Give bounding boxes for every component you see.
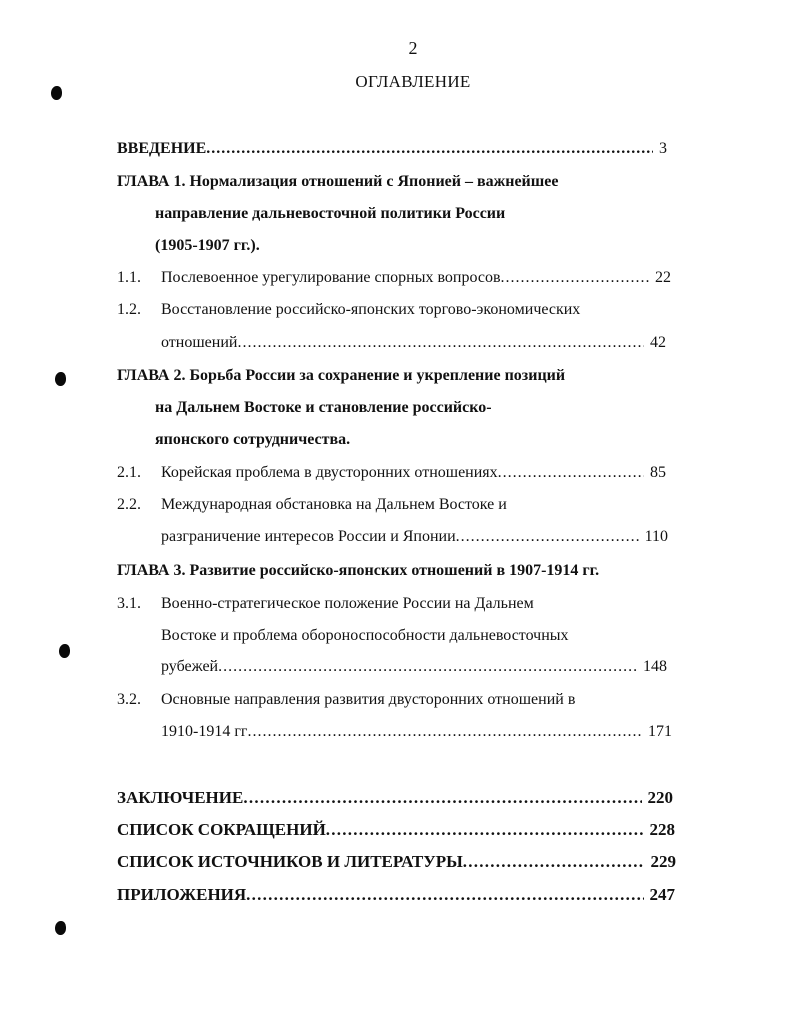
section-number: 2.2.: [117, 496, 141, 513]
chapter-2-heading: ГЛАВА 2. Борьба России за сохранение и укрепление позиций: [117, 367, 566, 384]
toc-leader-dots: [501, 268, 649, 288]
toc-entry-appendices: [117, 885, 675, 905]
toc-entry-section: [161, 657, 667, 677]
toc-leader-dots: [456, 527, 639, 547]
chapter-2-heading-cont: японского сотрудничества.: [155, 431, 351, 448]
toc-label: СПИСОК СОКРАЩЕНИЙ: [117, 820, 326, 839]
toc-leader-dots: [246, 885, 643, 905]
toc-entry-section: [161, 722, 672, 742]
toc-page: 3: [659, 140, 667, 157]
section-number: 1.1.: [117, 269, 141, 286]
toc-label: СПИСОК ИСТОЧНИКОВ И ЛИТЕРАТУРЫ: [117, 852, 463, 871]
toc-label: Послевоенное урегулирование спорных вопросов: [161, 269, 501, 286]
toc-page: 229: [650, 852, 676, 871]
toc-leader-dots: [218, 657, 637, 677]
toc-page: 110: [644, 528, 668, 545]
chapter-2-heading-cont: на Дальнем Востоке и становление российско-: [155, 399, 492, 416]
toc-label: отношений: [161, 334, 238, 351]
toc-entry-section: [161, 268, 671, 288]
toc-label: 1910-1914 гг: [161, 723, 248, 740]
chapter-1-heading-cont: (1905-1907 гг.).: [155, 237, 260, 254]
punch-hole-mark: [55, 921, 66, 935]
toc-leader-dots: [326, 820, 644, 840]
toc-leader-dots: [498, 463, 644, 483]
section-number: 3.2.: [117, 691, 141, 708]
toc-label: Востоке и проблема обороноспособности дальневосточных: [161, 627, 569, 644]
toc-entry-sources: [117, 852, 676, 872]
page-number: 2: [408, 38, 418, 58]
toc-leader-dots: [237, 333, 644, 353]
toc-entry-section: [161, 463, 666, 483]
toc-entry-section: [161, 527, 668, 547]
section-number: 3.1.: [117, 595, 141, 612]
toc-label: Корейская проблема в двусторонних отношениях: [161, 464, 498, 481]
toc-page: 228: [649, 820, 675, 839]
toc-entry-intro: [117, 139, 667, 159]
chapter-1-heading-cont: направление дальневосточной политики России: [155, 205, 506, 222]
toc-page: 148: [643, 658, 667, 675]
toc-label: Основные направления развития двусторонних отношений в: [161, 691, 576, 708]
toc-label: Международная обстановка на Дальнем Востоке и: [161, 496, 507, 513]
toc-page: 22: [655, 269, 671, 286]
section-number: 1.2.: [117, 301, 141, 318]
toc-label: разграничение интересов России и Японии: [161, 528, 456, 545]
toc-page: 220: [647, 788, 673, 807]
punch-hole-mark: [55, 372, 66, 386]
toc-label: Военно-стратегическое положение России на Дальнем: [161, 595, 534, 612]
section-number: 2.1.: [117, 464, 141, 481]
toc-label: ПРИЛОЖЕНИЯ: [117, 885, 247, 904]
chapter-3-heading: ГЛАВА 3. Развитие российско-японских отношений в 1907-1914 гг.: [117, 562, 600, 579]
toc-leader-dots: [247, 722, 642, 742]
punch-hole-mark: [59, 644, 70, 658]
toc-label: ЗАКЛЮЧЕНИЕ: [117, 788, 244, 807]
page-title: ОГЛАВЛЕНИЕ: [355, 72, 471, 91]
toc-label: рубежей: [161, 658, 219, 675]
toc-leader-dots: [206, 139, 653, 159]
toc-page: 247: [649, 885, 675, 904]
toc-page: 171: [648, 723, 672, 740]
toc-entry-abbreviations: [117, 820, 675, 840]
toc-page: 85: [650, 464, 666, 481]
chapter-1-heading: ГЛАВА 1. Нормализация отношений с Японией – важнейшее: [117, 173, 559, 190]
toc-entry-section: [161, 333, 666, 353]
toc-label: Восстановление российско-японских торгово-экономических: [161, 301, 581, 318]
toc-page: 42: [650, 334, 666, 351]
toc-entry-conclusion: [117, 788, 673, 808]
toc-label: ВВЕДЕНИЕ: [117, 140, 207, 157]
toc-leader-dots: [463, 852, 645, 872]
toc-leader-dots: [243, 788, 641, 808]
